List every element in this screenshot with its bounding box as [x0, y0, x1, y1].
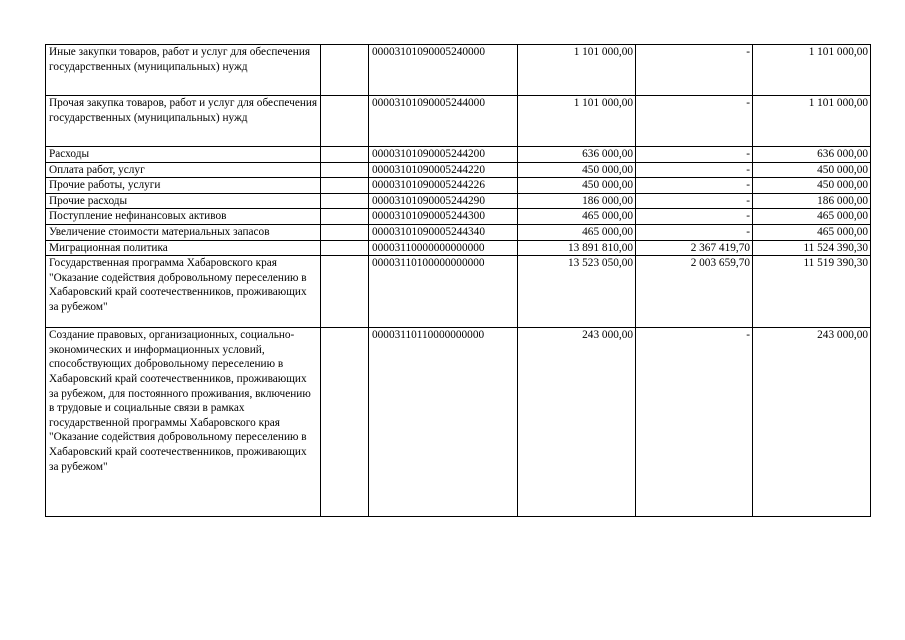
budget-execution-table: [45, 44, 871, 517]
empty-cell: [321, 224, 369, 240]
approved-value: 465 000,00: [518, 224, 636, 240]
executed-value: -: [636, 328, 753, 517]
executed-value: -: [636, 224, 753, 240]
empty-cell: [321, 240, 369, 256]
approved-value: 450 000,00: [518, 162, 636, 178]
approved-value: 243 000,00: [518, 328, 636, 517]
unexecuted-value: 465 000,00: [753, 209, 871, 225]
executed-value: -: [636, 162, 753, 178]
row-code: 00003110100000000000: [369, 256, 518, 328]
row-name: Увеличение стоимости материальных запасов: [46, 224, 321, 240]
approved-value: 465 000,00: [518, 209, 636, 225]
row-name: Расходы: [46, 147, 321, 163]
row-code: 00003101090005244000: [369, 96, 518, 147]
row-code: 00003101090005244200: [369, 147, 518, 163]
empty-cell: [321, 256, 369, 328]
approved-value: 186 000,00: [518, 193, 636, 209]
empty-cell: [321, 45, 369, 96]
row-name: Прочие работы, услуги: [46, 178, 321, 194]
empty-cell: [321, 209, 369, 225]
table-row: [46, 45, 871, 96]
executed-value: -: [636, 178, 753, 194]
row-name: Создание правовых, организационных, социально-экономических и информационных условий, способствующих добровольному переселению в Хабаровский край соотечественников, проживающих за рубежом, для постоянного проживания, включению в трудовые и социальные связи в рамках государственной программы Хабаровского края "Оказание содействия добровольному переселению в Хабаровский край соотечественников, проживающих за рубежом": [46, 328, 321, 517]
approved-value: 636 000,00: [518, 147, 636, 163]
unexecuted-value: 186 000,00: [753, 193, 871, 209]
row-name: Иные закупки товаров, работ и услуг для обеспечения государственных (муниципальных) нужд: [46, 45, 321, 96]
table-row: [46, 178, 871, 194]
table-row: [46, 328, 871, 517]
row-name: Поступление нефинансовых активов: [46, 209, 321, 225]
row-code: 00003101090005244340: [369, 224, 518, 240]
row-code: 00003101090005244290: [369, 193, 518, 209]
empty-cell: [321, 147, 369, 163]
approved-value: 13 891 810,00: [518, 240, 636, 256]
empty-cell: [321, 328, 369, 517]
approved-value: 1 101 000,00: [518, 96, 636, 147]
row-code: 00003110000000000000: [369, 240, 518, 256]
table-row: [46, 162, 871, 178]
unexecuted-value: 450 000,00: [753, 178, 871, 194]
row-code: 00003101090005240000: [369, 45, 518, 96]
empty-cell: [321, 193, 369, 209]
unexecuted-value: 11 519 390,30: [753, 256, 871, 328]
row-code: 00003101090005244226: [369, 178, 518, 194]
unexecuted-value: 450 000,00: [753, 162, 871, 178]
row-code: 00003101090005244220: [369, 162, 518, 178]
executed-value: 2 003 659,70: [636, 256, 753, 328]
executed-value: -: [636, 193, 753, 209]
approved-value: 450 000,00: [518, 178, 636, 194]
executed-value: -: [636, 96, 753, 147]
table-row: [46, 256, 871, 328]
table-row: [46, 96, 871, 147]
empty-cell: [321, 178, 369, 194]
table-row: [46, 224, 871, 240]
executed-value: 2 367 419,70: [636, 240, 753, 256]
table-row: [46, 147, 871, 163]
unexecuted-value: 1 101 000,00: [753, 45, 871, 96]
executed-value: -: [636, 147, 753, 163]
empty-cell: [321, 162, 369, 178]
row-name: Прочие расходы: [46, 193, 321, 209]
approved-value: 13 523 050,00: [518, 256, 636, 328]
row-code: 00003101090005244300: [369, 209, 518, 225]
table-row: [46, 240, 871, 256]
row-name: Государственная программа Хабаровского края "Оказание содействия добровольному переселению в Хабаровский край соотечественников, проживающих за рубежом": [46, 256, 321, 328]
empty-cell: [321, 96, 369, 147]
executed-value: -: [636, 209, 753, 225]
row-code: 00003110110000000000: [369, 328, 518, 517]
unexecuted-value: 465 000,00: [753, 224, 871, 240]
unexecuted-value: 636 000,00: [753, 147, 871, 163]
table-row: [46, 193, 871, 209]
approved-value: 1 101 000,00: [518, 45, 636, 96]
executed-value: -: [636, 45, 753, 96]
unexecuted-value: 1 101 000,00: [753, 96, 871, 147]
row-name: Прочая закупка товаров, работ и услуг для обеспечения государственных (муниципальных) нужд: [46, 96, 321, 147]
unexecuted-value: 11 524 390,30: [753, 240, 871, 256]
unexecuted-value: 243 000,00: [753, 328, 871, 517]
row-name: Миграционная политика: [46, 240, 321, 256]
row-name: Оплата работ, услуг: [46, 162, 321, 178]
table-row: [46, 209, 871, 225]
